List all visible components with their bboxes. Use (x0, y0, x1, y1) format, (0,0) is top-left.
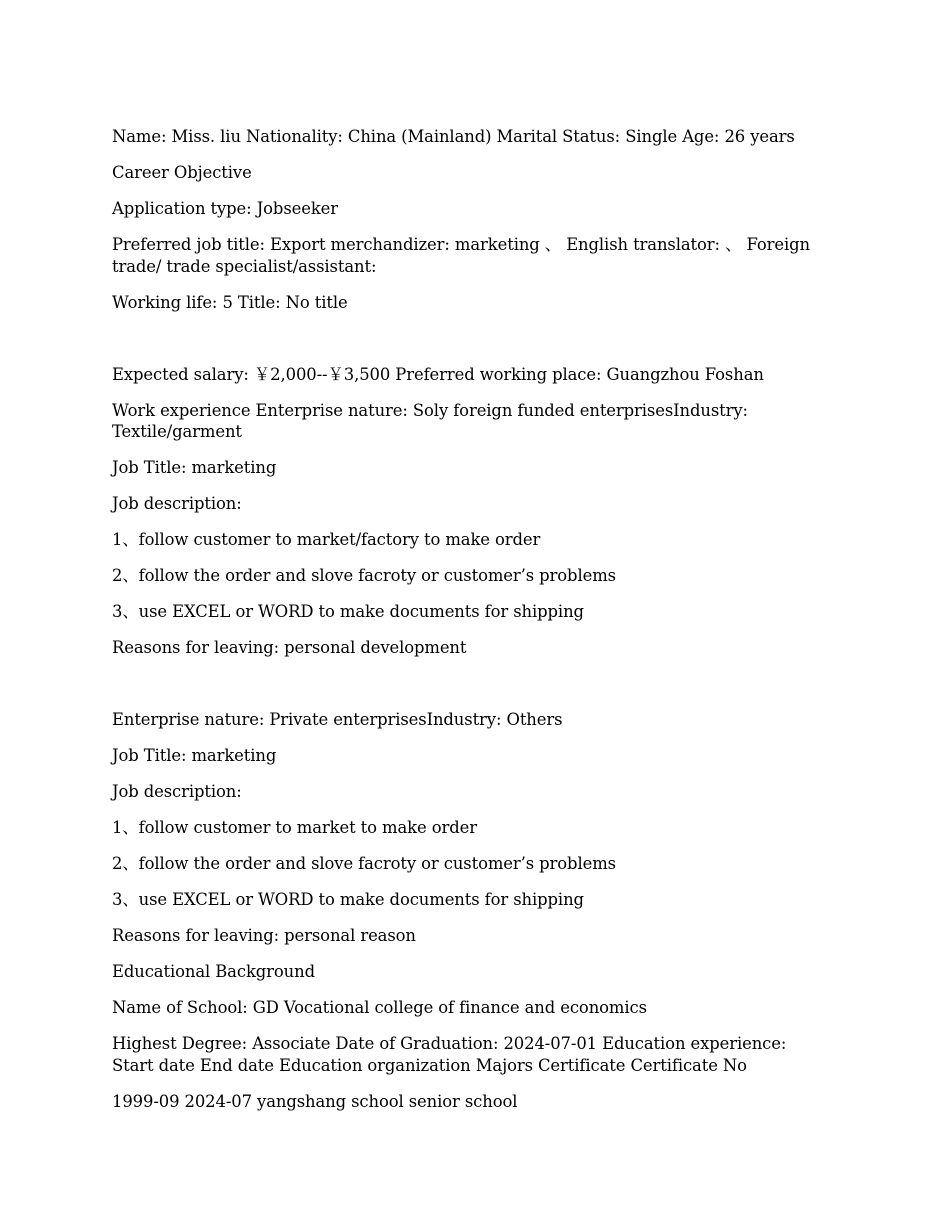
working-life: Working life: 5 Title: No title (112, 292, 348, 312)
work-experience-1-intro: Work experience Enterprise nature: Soly foreign funded enterprisesIndustry: Textile/garment (112, 400, 748, 441)
school-name: Name of School: GD Vocational college of finance and economics (112, 998, 647, 1017)
degree-line: Highest Degree: Associate Date of Graduation: 2024-07-01 Education experience: Start date End date Education organization Majors Certificate Certificate No (112, 1034, 787, 1075)
preferred-job-title: Preferred job title: Export merchandizer: marketing 、 English translator: 、 Foreign trade/ trade specialist/assistant: (112, 235, 810, 276)
expected-salary: Expected salary: ￥2,000--￥3,500 Preferred working place: Guangzhou Foshan (112, 364, 764, 384)
career-objective-heading: Career Objective (112, 163, 252, 182)
work-experience-1-desc-label: Job description: (112, 494, 242, 513)
work-experience-2-job-title: Job Title: marketing (112, 746, 277, 765)
work-experience-1-duty: 1、follow customer to market/factory to make order (112, 530, 541, 549)
application-type: Application type: Jobseeker (112, 199, 339, 218)
work-experience-2-reason: Reasons for leaving: personal reason (112, 926, 416, 945)
resume-document (112, 126, 812, 1127)
work-experience-2-duty: 2、follow the order and slove facroty or customer’s problems (112, 854, 616, 873)
work-experience-2-duty: 3、use EXCEL or WORD to make documents for shipping (112, 890, 584, 909)
work-experience-2-intro: Enterprise nature: Private enterprisesIndustry: Others (112, 710, 563, 729)
work-experience-1-job-title: Job Title: marketing (112, 458, 277, 477)
blank-line (112, 328, 812, 364)
work-experience-1-duty: 3、use EXCEL or WORD to make documents for shipping (112, 602, 584, 621)
education-heading: Educational Background (112, 962, 315, 981)
blank-line (112, 673, 812, 709)
work-experience-2-desc-label: Job description: (112, 782, 242, 801)
personal-info: Name: Miss. liu Nationality: China (Mainland) Marital Status: Single Age: 26 years (112, 127, 795, 146)
work-experience-1-duty: 2、follow the order and slove facroty or customer’s problems (112, 566, 616, 585)
work-experience-2-duty: 1、follow customer to market to make order (112, 818, 477, 837)
work-experience-1-reason: Reasons for leaving: personal development (112, 638, 467, 657)
education-row: 1999-09 2024-07 yangshang school senior school (112, 1091, 518, 1111)
